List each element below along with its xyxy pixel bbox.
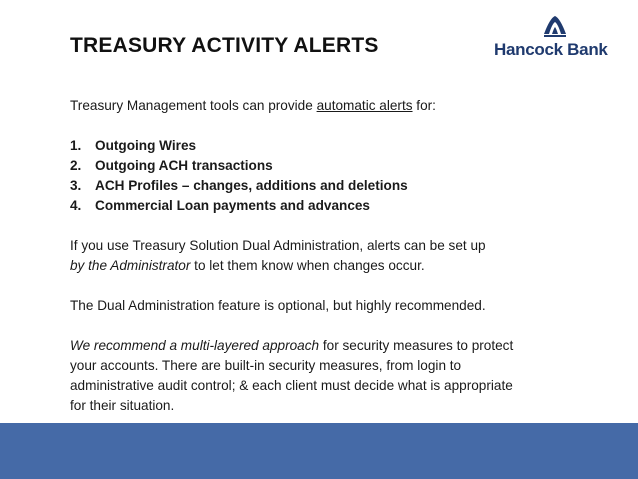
logo-text: Hancock Bank: [494, 40, 608, 59]
recommend-line3: administrative audit control; & each client must decide what is appropriate: [70, 378, 513, 393]
automatic-alerts-link: automatic alerts: [316, 98, 413, 113]
intro-text: Treasury Management tools can provide: [70, 98, 317, 113]
hancock-bank-logo: [494, 12, 624, 62]
recommend-paragraph: [70, 336, 590, 416]
dual-admin-paragraph: [70, 236, 590, 276]
list-number: 2.: [70, 158, 82, 173]
alert-list: [70, 136, 590, 216]
list-item: [70, 136, 590, 156]
recommend-emphasis: We recommend a multi-layered approach: [70, 338, 320, 353]
optional-note: The Dual Administration feature is optional, but highly recommended.: [70, 298, 486, 313]
list-text: Outgoing Wires: [95, 138, 197, 153]
administrator-emphasis: by the Administrator: [70, 258, 191, 273]
list-text: Commercial Loan payments and advances: [95, 198, 370, 213]
hancock-bank-emblem-icon: [540, 12, 570, 42]
slide-content: [70, 96, 590, 416]
list-number: 4.: [70, 198, 82, 213]
list-item: [70, 196, 590, 216]
recommend-line4: for their situation.: [70, 398, 175, 413]
list-number: 1.: [70, 138, 82, 153]
intro-paragraph: [70, 96, 590, 116]
dual-admin-line1: If you use Treasury Solution Dual Administration, alerts can be set up: [70, 238, 486, 253]
list-number: 3.: [70, 178, 82, 193]
dual-admin-rest: to let them know when changes occur.: [190, 258, 425, 273]
page-title: TREASURY ACTIVITY ALERTS: [70, 34, 379, 57]
list-item: [70, 156, 590, 176]
intro-text-end: for:: [412, 98, 436, 113]
list-text: Outgoing ACH transactions: [95, 158, 273, 173]
list-item: [70, 176, 590, 196]
list-text: ACH Profiles – changes, additions and deletions: [95, 178, 408, 193]
footer-bar: [0, 423, 638, 479]
recommend-line1-rest: for security measures to protect: [319, 338, 514, 353]
recommend-line2: your accounts. There are built-in security measures, from login to: [70, 358, 462, 373]
